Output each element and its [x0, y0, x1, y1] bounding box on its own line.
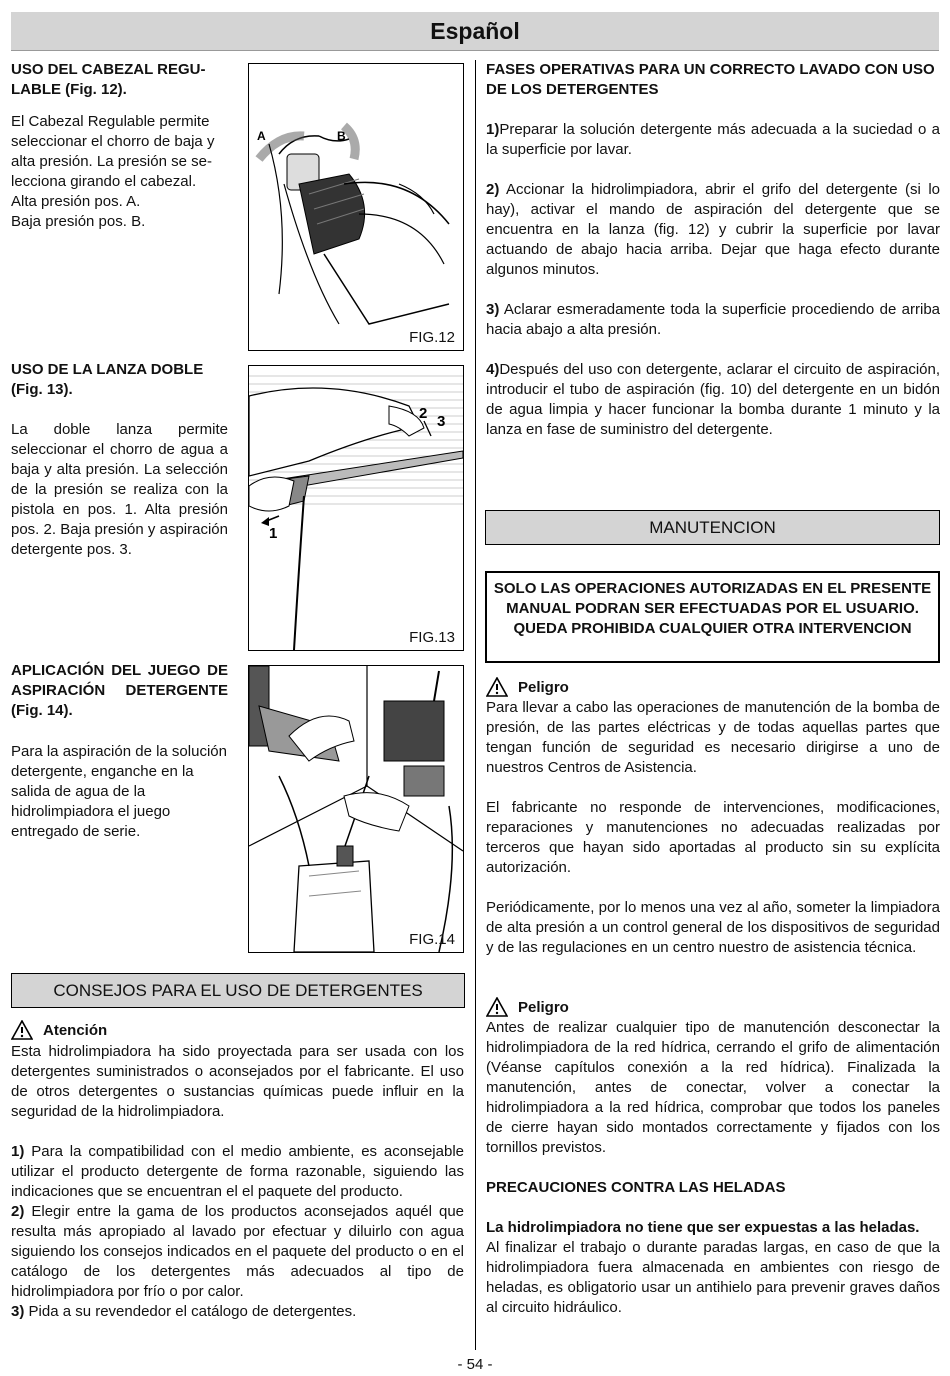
label-2: 2 [419, 405, 428, 422]
fases-item-1: 1)Preparar la solución detergente más adecuada a la suciedad o a la superficie por lavar. [486, 121, 940, 158]
aspiracion-body: Para la aspiración de la solución detergente, enganche en la salida de agua de la hidrolimpiadora el juego entregado de serie. [11, 743, 227, 840]
manutencion-heading: MANUTENCION [485, 510, 940, 545]
cabezal-line: Alta presión pos. A. [11, 193, 141, 210]
label-a: A [257, 129, 266, 143]
fases-title: FASES OPERATIVAS PARA UN CORRECTO LAVADO CON USO DE LOS DETERGENTES [486, 61, 935, 98]
manutencion-notice: SOLO LAS OPERACIONES AUTORIZADAS EN EL PRESENTE MANUAL PODRAN SER EFECTUADAS POR EL USUARIO. QUEDA PROHIBIDA CUALQUIER OTRA INTERVENCION [485, 571, 940, 663]
aspiracion-title: APLICACIÓN DEL JUEGO DE ASPIRACIÓN DETERGENTE (Fig. 14). [11, 662, 228, 719]
fases-item-3: 3) Aclarar esmeradamente toda la superficie procediendo de arriba hacia abajo a alta presión. [486, 301, 940, 338]
warning-icon [486, 677, 508, 697]
label-1: 1 [269, 525, 278, 542]
cabezal-line: Baja presión pos. B. [11, 213, 146, 230]
warning-icon [11, 1020, 33, 1040]
warning-icon [486, 997, 508, 1017]
double-lance-illustration [249, 366, 463, 650]
cabezal-body [11, 112, 241, 232]
cabezal-line: El Cabezal Regulable permite [11, 113, 210, 130]
manutencion-p1: Para llevar a cabo las operaciones de manutención de la bomba de presión, de las partes eléctricas y de todas aquellas partes que tengan función de seguridad es necesario dirigirse a uno de nuestros Centros de Asistencia. [486, 699, 940, 776]
manutencion-p4: Antes de realizar cualquier tipo de manutención desconectar la hidrolimpiadora de la red hídrica, cerrando el grifo de alimentación (Véanse capítulos conexión a la red hídrica). Finalizada la manutención, antes de conectar, volver a conectar la hidrolimpiadora a la red hídrica, comprobar que todos los paneles de cierre hayan sido montados correctamente y fijados con los tornillos previstos. [486, 1019, 940, 1156]
page-header [11, 12, 939, 51]
heladas-body: Al finalizar el trabajo o durante paradas largas, en caso de que la hidrolimpiadora fuera almacenada en ambientes con riesgo de heladas, es obligatorio usar un antihielo para prevenir graves daños al circuito hidráulico. [486, 1239, 940, 1316]
figure-14 [248, 665, 464, 953]
warning-label: Peligro [518, 678, 569, 696]
warning-label: Atención [43, 1021, 108, 1039]
page-number: - 54 - [457, 1356, 493, 1373]
manutencion-body-2 [486, 1018, 940, 1318]
heladas-bold: La hidrolimpiadora no tiene que ser expuestas a las heladas. [486, 1219, 920, 1236]
consejos-body [11, 1042, 464, 1322]
manutencion-body-1 [486, 698, 940, 978]
consejos-item-1: 1) Para la compatibilidad con el medio ambiente, es aconsejable utilizar el producto detergente de forma razonable, siguiendo las indicaciones que se encuentran el el paquete del producto. [11, 1143, 464, 1200]
lanza-body: La doble lanza permite seleccionar el chorro de agua a baja y alta presión. La selección de la presión se realiza con la pistola en pos. 1. Alta presión pos. 2. Baja presión y aspiración detergente pos. 3. [11, 421, 228, 558]
label-3: 3 [437, 413, 446, 430]
fases-section [486, 60, 940, 460]
consejos-heading: CONSEJOS PARA EL USO DE DETERGENTES [11, 973, 465, 1008]
cabezal-line: lecciona girando el cabezal. [11, 173, 197, 190]
manutencion-warning-1 [486, 676, 569, 698]
warning-label: Peligro [518, 998, 569, 1016]
fig14-label: FIG.14 [409, 931, 455, 948]
manutencion-warning-2 [486, 996, 569, 1018]
detergent-kit-illustration [249, 666, 463, 952]
lanza-title: USO DE LA LANZA DOBLE (Fig. 13). [11, 361, 204, 398]
cabezal-title: USO DEL CABEZAL REGU-LABLE (Fig. 12). [11, 61, 206, 98]
cabezal-line: alta presión. La presión se se- [11, 153, 212, 170]
consejos-item-3: 3) Pida a su revendedor el catálogo de detergentes. [11, 1303, 357, 1320]
column-divider [475, 60, 476, 1350]
heladas-title: PRECAUCIONES CONTRA LAS HELADAS [486, 1179, 786, 1196]
figure-13 [248, 365, 464, 651]
fig13-label: FIG.13 [409, 629, 455, 646]
manutencion-p2: El fabricante no responde de intervenciones, modificaciones, reparaciones y manutenciones no adecuadas realizadas por terceros que hayan sido aportadas al producto sin su explícita autorización. [486, 799, 940, 876]
fases-item-4: 4)Después del uso con detergente, aclarar el circuito de aspiración, introducir el tubo de aspiración (fig. 10) del detergente en un bidón de agua limpia y hacer funcionar la bomba durante 1 minuto y la lanza en fase de suministro del detergente. [486, 361, 940, 438]
fig12-label: FIG.12 [409, 329, 455, 346]
label-b: B [337, 129, 346, 143]
adjustable-head-illustration [249, 64, 463, 350]
manutencion-p3: Periódicamente, por lo menos una vez al año, someter la limpiadora de alta presión a un control general de los dispositivos de seguridad y de las regulaciones en un centro nuestro de asistencia técnica. [486, 899, 940, 956]
fases-item-2: 2) Accionar la hidrolimpiadora, abrir el grifo del detergente (si lo hay), activar el mando de aspiración del detergente que se encuentra en la lanza (fig. 12) y cubrir la superficie por lavar actuando de abajo hacia arriba. Dejar que haga efecto durante algunos minutos. [486, 181, 940, 278]
consejos-warning [11, 1019, 107, 1041]
page-title: Español [430, 18, 520, 44]
consejos-intro: Esta hidrolimpiadora ha sido proyectada para ser usada con los detergentes suministrados o aconsejados por el fabricante. El uso de otros detergentes o sustancias químicas puede influir en la seguridad de la hidrolimpiadora. [11, 1043, 464, 1120]
consejos-item-2: 2) Elegir entre la gama de los productos aconsejados aquél que resulta más apropiado al lavado por efectuar y diluirlo con agua siguiendo los consejos indicados en el paquete del producto o en el catálogo de los detergentes más adecuados al tipo de hidrolimpiadora por frío o por calor. [11, 1203, 465, 1300]
figure-12 [248, 63, 464, 351]
cabezal-line: seleccionar el chorro de baja y [11, 133, 215, 150]
